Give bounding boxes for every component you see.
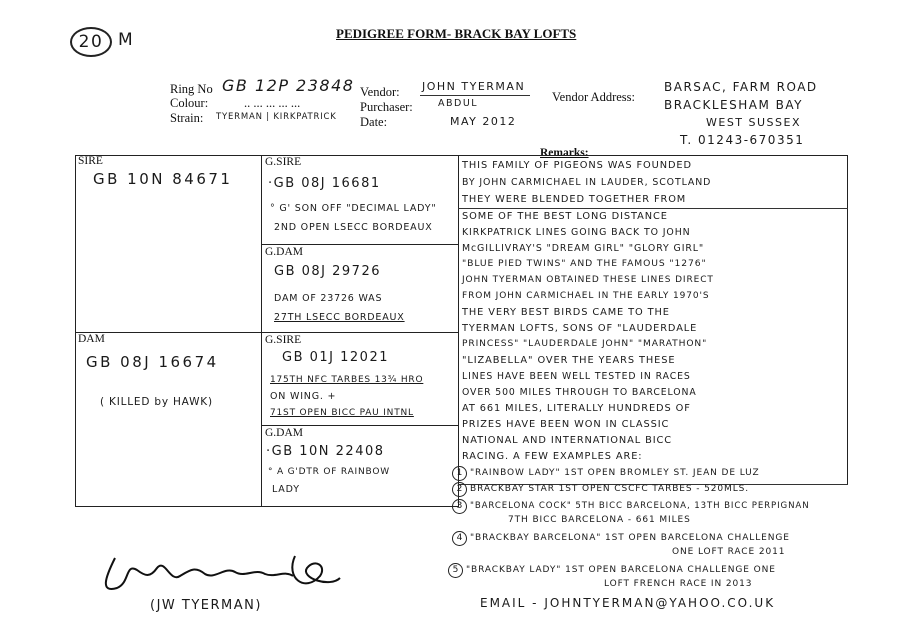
gdam-label-2: G.DAM (265, 427, 304, 439)
gsire-note-1b: 2ND OPEN LSECC BORDEAUX (274, 222, 433, 233)
gsire-ring-1: ·GB 08J 16681 (268, 176, 381, 191)
dam-note: ( KILLED by HAWK) (100, 396, 213, 408)
example-line (452, 482, 749, 497)
gdam-note-2a: ° A G'DTR OF RAINBOW (268, 467, 390, 477)
date-label: Date: (360, 115, 388, 129)
example-number: 2 (452, 482, 467, 497)
page-number: 20 (70, 27, 112, 57)
sire-label: SIRE (78, 155, 103, 167)
address-line-2: BRACKLESHAM BAY (664, 98, 803, 112)
colour-value: .. ... ... ... ... (244, 96, 301, 110)
sire-ring: GB 10N 84671 (93, 170, 233, 188)
remark-line: SOME OF THE BEST LONG DISTANCE (462, 211, 668, 222)
remarks-label: Remarks: (540, 147, 589, 159)
example-number: 4 (452, 531, 467, 546)
gsire-note-2b: ON WING. + (270, 391, 337, 402)
remark-line: LINES HAVE BEEN WELL TESTED IN RACES (462, 371, 691, 382)
gdam-note-1b: 27TH LSECC BORDEAUX (274, 312, 405, 323)
remark-line: OVER 500 MILES THROUGH TO BARCELONA (462, 387, 697, 398)
example-line (448, 563, 776, 578)
example-line (452, 466, 760, 481)
email: EMAIL - JOHNTYERMAN@YAHOO.CO.UK (480, 596, 776, 610)
dam-label: DAM (78, 333, 105, 345)
example-line (452, 531, 790, 546)
remark-line: McGILLIVRAY'S "DREAM GIRL" "GLORY GIRL" (462, 243, 705, 254)
gsire-note-1a: ° G' SON OFF "DECIMAL LADY" (270, 203, 437, 214)
remark-line: RACING. A FEW EXAMPLES ARE: (462, 451, 643, 462)
strain-value: TYERMAN | KIRKPATRICK (216, 112, 337, 122)
example-text: "BRACKBAY BARCELONA" 1ST OPEN BARCELONA CHALLENGE (470, 533, 790, 543)
strain-label: Strain: (170, 111, 204, 125)
example-line: ONE LOFT RACE 2011 (672, 547, 786, 557)
example-text: BRACKBAY STAR 1ST OPEN CSCFC TARBES - 520MLS. (470, 484, 749, 494)
gsire-ring-2: GB 01J 12021 (282, 350, 389, 365)
remark-line: PRIZES HAVE BEEN WON IN CLASSIC (462, 419, 670, 430)
gsire-note-2a: 175TH NFC TARBES 13¾ HRO (270, 375, 424, 385)
ring-label: Ring No (170, 82, 213, 96)
remark-line: TYERMAN LOFTS, SONS OF "LAUDERDALE (462, 323, 698, 334)
page-title: PEDIGREE FORM- BRACK BAY LOFTS (336, 26, 577, 41)
remark-line: KIRKPATRICK LINES GOING BACK TO JOHN (462, 227, 691, 238)
gdam-label-1: G.DAM (265, 246, 304, 258)
remark-line: THIS FAMILY OF PIGEONS WAS FOUNDED (462, 160, 692, 171)
address-line-1: BARSAC, FARM ROAD (664, 80, 818, 94)
example-line: 7TH BICC BARCELONA - 661 MILES (508, 515, 691, 525)
purchaser-label: Purchaser: (360, 100, 413, 114)
remark-line: FROM JOHN CARMICHAEL IN THE EARLY 1970'S (462, 291, 710, 301)
example-number: 3 (452, 499, 467, 514)
ring-value: GB 12P 23848 (222, 76, 355, 95)
signature-name: (JW TYERMAN) (150, 598, 262, 613)
address-line-4: T. 01243-670351 (680, 133, 805, 147)
remark-line: "LIZABELLA" OVER THE YEARS THESE (462, 355, 676, 366)
gsire-label-2: G.SIRE (265, 334, 302, 346)
gdam-note-2b: LADY (272, 484, 300, 495)
example-line: LOFT FRENCH RACE IN 2013 (604, 579, 753, 589)
remark-line: "BLUE PIED TWINS" AND THE FAMOUS "1276" (462, 258, 707, 269)
gdam-note-1a: DAM OF 23726 WAS (274, 293, 383, 304)
vendor-address-label: Vendor Address: (552, 90, 635, 104)
date-value: MAY 2012 (450, 115, 517, 128)
page-suffix: M (118, 30, 135, 50)
example-line (452, 499, 810, 514)
example-number: 1 (452, 466, 467, 481)
gdam-ring-2: ·GB 10N 22408 (266, 444, 385, 459)
address-line-3: WEST SUSSEX (706, 116, 802, 129)
remark-line: THE VERY BEST BIRDS CAME TO THE (462, 307, 670, 318)
remark-line: JOHN TYERMAN OBTAINED THESE LINES DIRECT (462, 275, 714, 285)
example-text: "RAINBOW LADY" 1ST OPEN BROMLEY ST. JEAN DE LUZ (470, 468, 760, 478)
gdam-ring-1: GB 08J 29726 (274, 264, 381, 279)
remark-line: AT 661 MILES, LITERALLY HUNDREDS OF (462, 403, 691, 414)
gsire-note-2c: 71ST OPEN BICC PAU INTNL (270, 408, 414, 418)
colour-label: Colour: (170, 96, 209, 110)
vendor-value: JOHN TYERMAN (422, 80, 526, 93)
signature-scribble (95, 548, 345, 598)
dam-ring: GB 08J 16674 (86, 353, 219, 371)
vendor-label: Vendor: (360, 85, 400, 99)
gsire-label-1: G.SIRE (265, 156, 302, 168)
example-number: 5 (448, 563, 463, 578)
purchaser-value: ABDUL (438, 98, 479, 109)
example-text: "BRACKBAY LADY" 1ST OPEN BARCELONA CHALLENGE ONE (466, 565, 776, 575)
remark-line: BY JOHN CARMICHAEL IN LAUDER, SCOTLAND (462, 177, 712, 188)
remark-line: PRINCESS" "LAUDERDALE JOHN" "MARATHON" (462, 339, 708, 349)
example-text: "BARCELONA COCK" 5TH BICC BARCELONA, 13TH BICC PERPIGNAN (470, 501, 810, 511)
remark-line: NATIONAL AND INTERNATIONAL BICC (462, 435, 672, 446)
remark-line: THEY WERE BLENDED TOGETHER FROM (462, 194, 687, 205)
